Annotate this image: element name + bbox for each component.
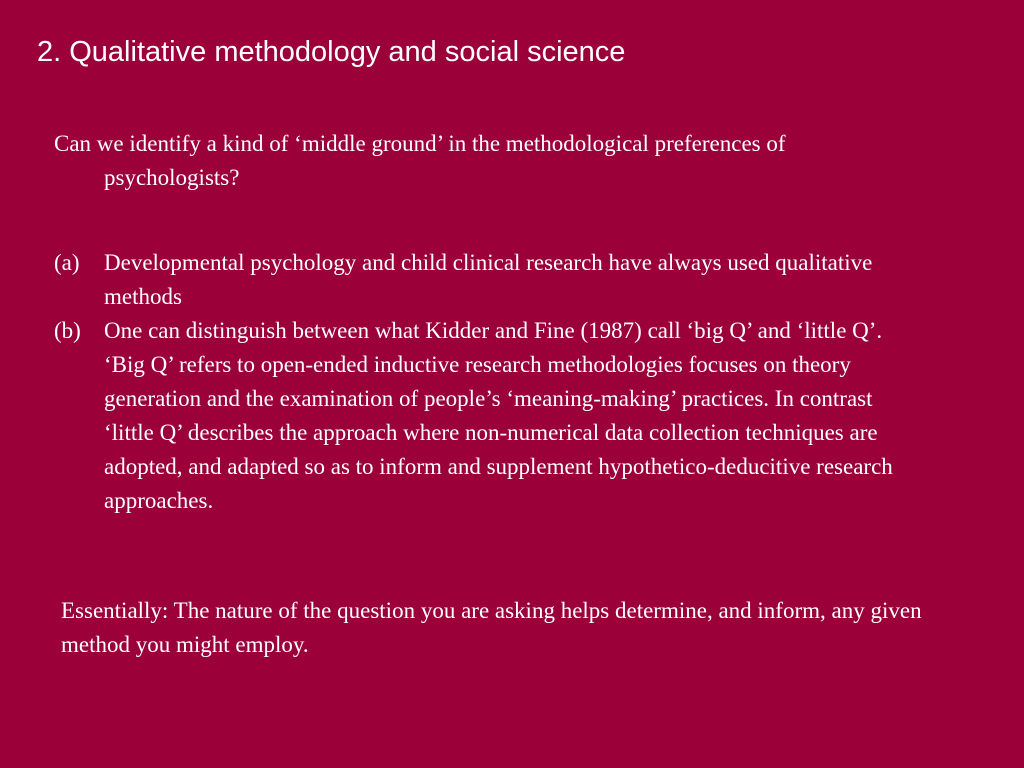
point-text-a: Developmental psychology and child clinical research have always used qualitative methods [104, 250, 873, 309]
point-marker-b: (b) [54, 318, 81, 343]
slide-title: 2. Qualitative methodology and social science [37, 36, 626, 68]
conclusion-text: Essentially: The nature of the question you are asking helps determine, and inform, any given method you might employ. [61, 598, 922, 657]
point-item-b [54, 314, 894, 518]
point-marker-a: (a) [54, 250, 80, 275]
point-text-b: One can distinguish between what Kidder and Fine (1987) call ‘big Q’ and ‘little Q’. ‘Big Q’ refers to open-ended inductive research methodologies focuses on theory generation and the examination of people’s ‘meaning-making’ practices. In contrast ‘little Q’ describes the approach where non-numerical data collection techniques are adopted, and adapted so as to inform and supplement hypothetico-deducitive research approaches. [104, 318, 893, 513]
point-list [54, 246, 894, 518]
point-item-a [54, 246, 894, 314]
intro-question: Can we identify a kind of ‘middle ground’ in the methodological preferences of psychologists? [54, 131, 786, 190]
